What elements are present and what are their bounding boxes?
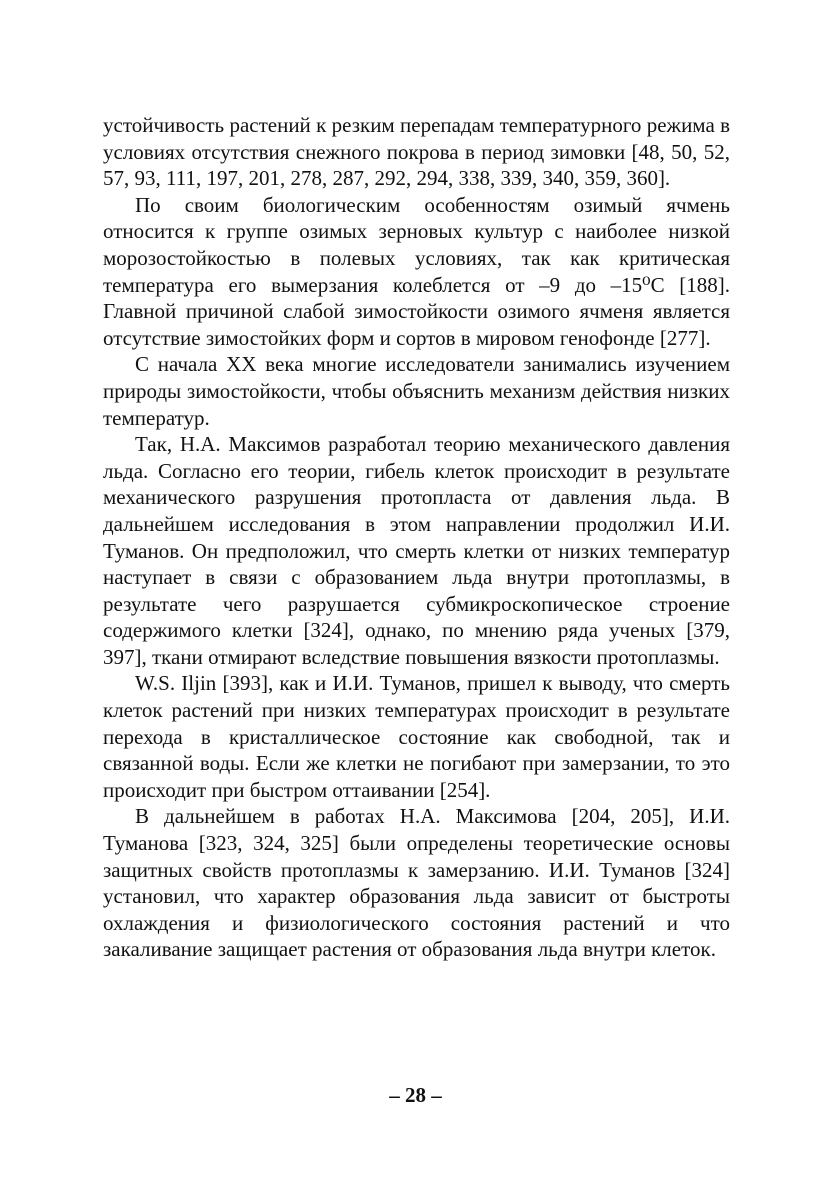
paragraph-20th-century-research: С начала ХХ века многие исследователи занимались изучением природы зимостойкости, чтобы объяснить механизм действия низких температур. xyxy=(103,352,730,430)
page-number: – 28 – xyxy=(389,1083,442,1107)
paragraph-barley-frost-resistance: По своим биологическим особенностям озимый ячмень относится к группе озимых зерновых культур с наиболее низкой морозостойкостью в полевых условиях, так как критическая температура его вымерзания колеблется от –9 до –15⁰С [188]. Главной причиной слабой зимостойкости озимого ячменя является отсутствие зимостойких форм и сортов в мировом генофонде [277]. xyxy=(103,192,730,350)
paragraph-protoplasm-protection: В дальнейшем в работах Н.А. Максимова [204, 205], И.И. Туманова [323, 324, 325] были определены теоретические основы защитных свойств протоплазмы к замерзанию. И.И. Туманов [324] установил, что характер образования льда зависит от быстроты охлаждения и физиологического состояния растений и что закаливание защищает растения от образования льда внутри клеток. xyxy=(103,804,730,962)
paragraph-maksimov-theory: Так, Н.А. Максимов разработал теорию механического давления льда. Согласно его теории, гибель клеток происходит в результате механического разрушения протопласта от давления льда. В дальнейшем исследования в этом направлении продолжил И.И. Туманов. Он предположил, что смерть клетки от низких температур наступает в связи с образованием льда внутри протоплазмы, в результате чего разрушается субмикроскопическое строение содержимого клетки [324], однако, по мнению ряда ученых [379, 397], ткани отмирают вследствие повышения вязкости протоплазмы. xyxy=(103,432,730,669)
paragraph-iljin: W.S. Iljin [393], как и И.И. Туманов, пришел к выводу, что смерть клеток растений при низких температурах происходит в результате перехода в кристаллическое состояние как свободной, так и связанной воды. Если же клетки не погибают при замерзании, то это происходит при быстром оттаивании [254]. xyxy=(103,671,730,802)
page-body xyxy=(103,112,730,963)
paragraph-continuation: устойчивость растений к резким перепадам температурного режима в условиях отсутствия снежного покрова в период зимовки [48, 50, 52, 57, 93, 111, 197, 201, 278, 287, 292, 294, 338, 339, 340, 359, 360]. xyxy=(103,113,730,191)
